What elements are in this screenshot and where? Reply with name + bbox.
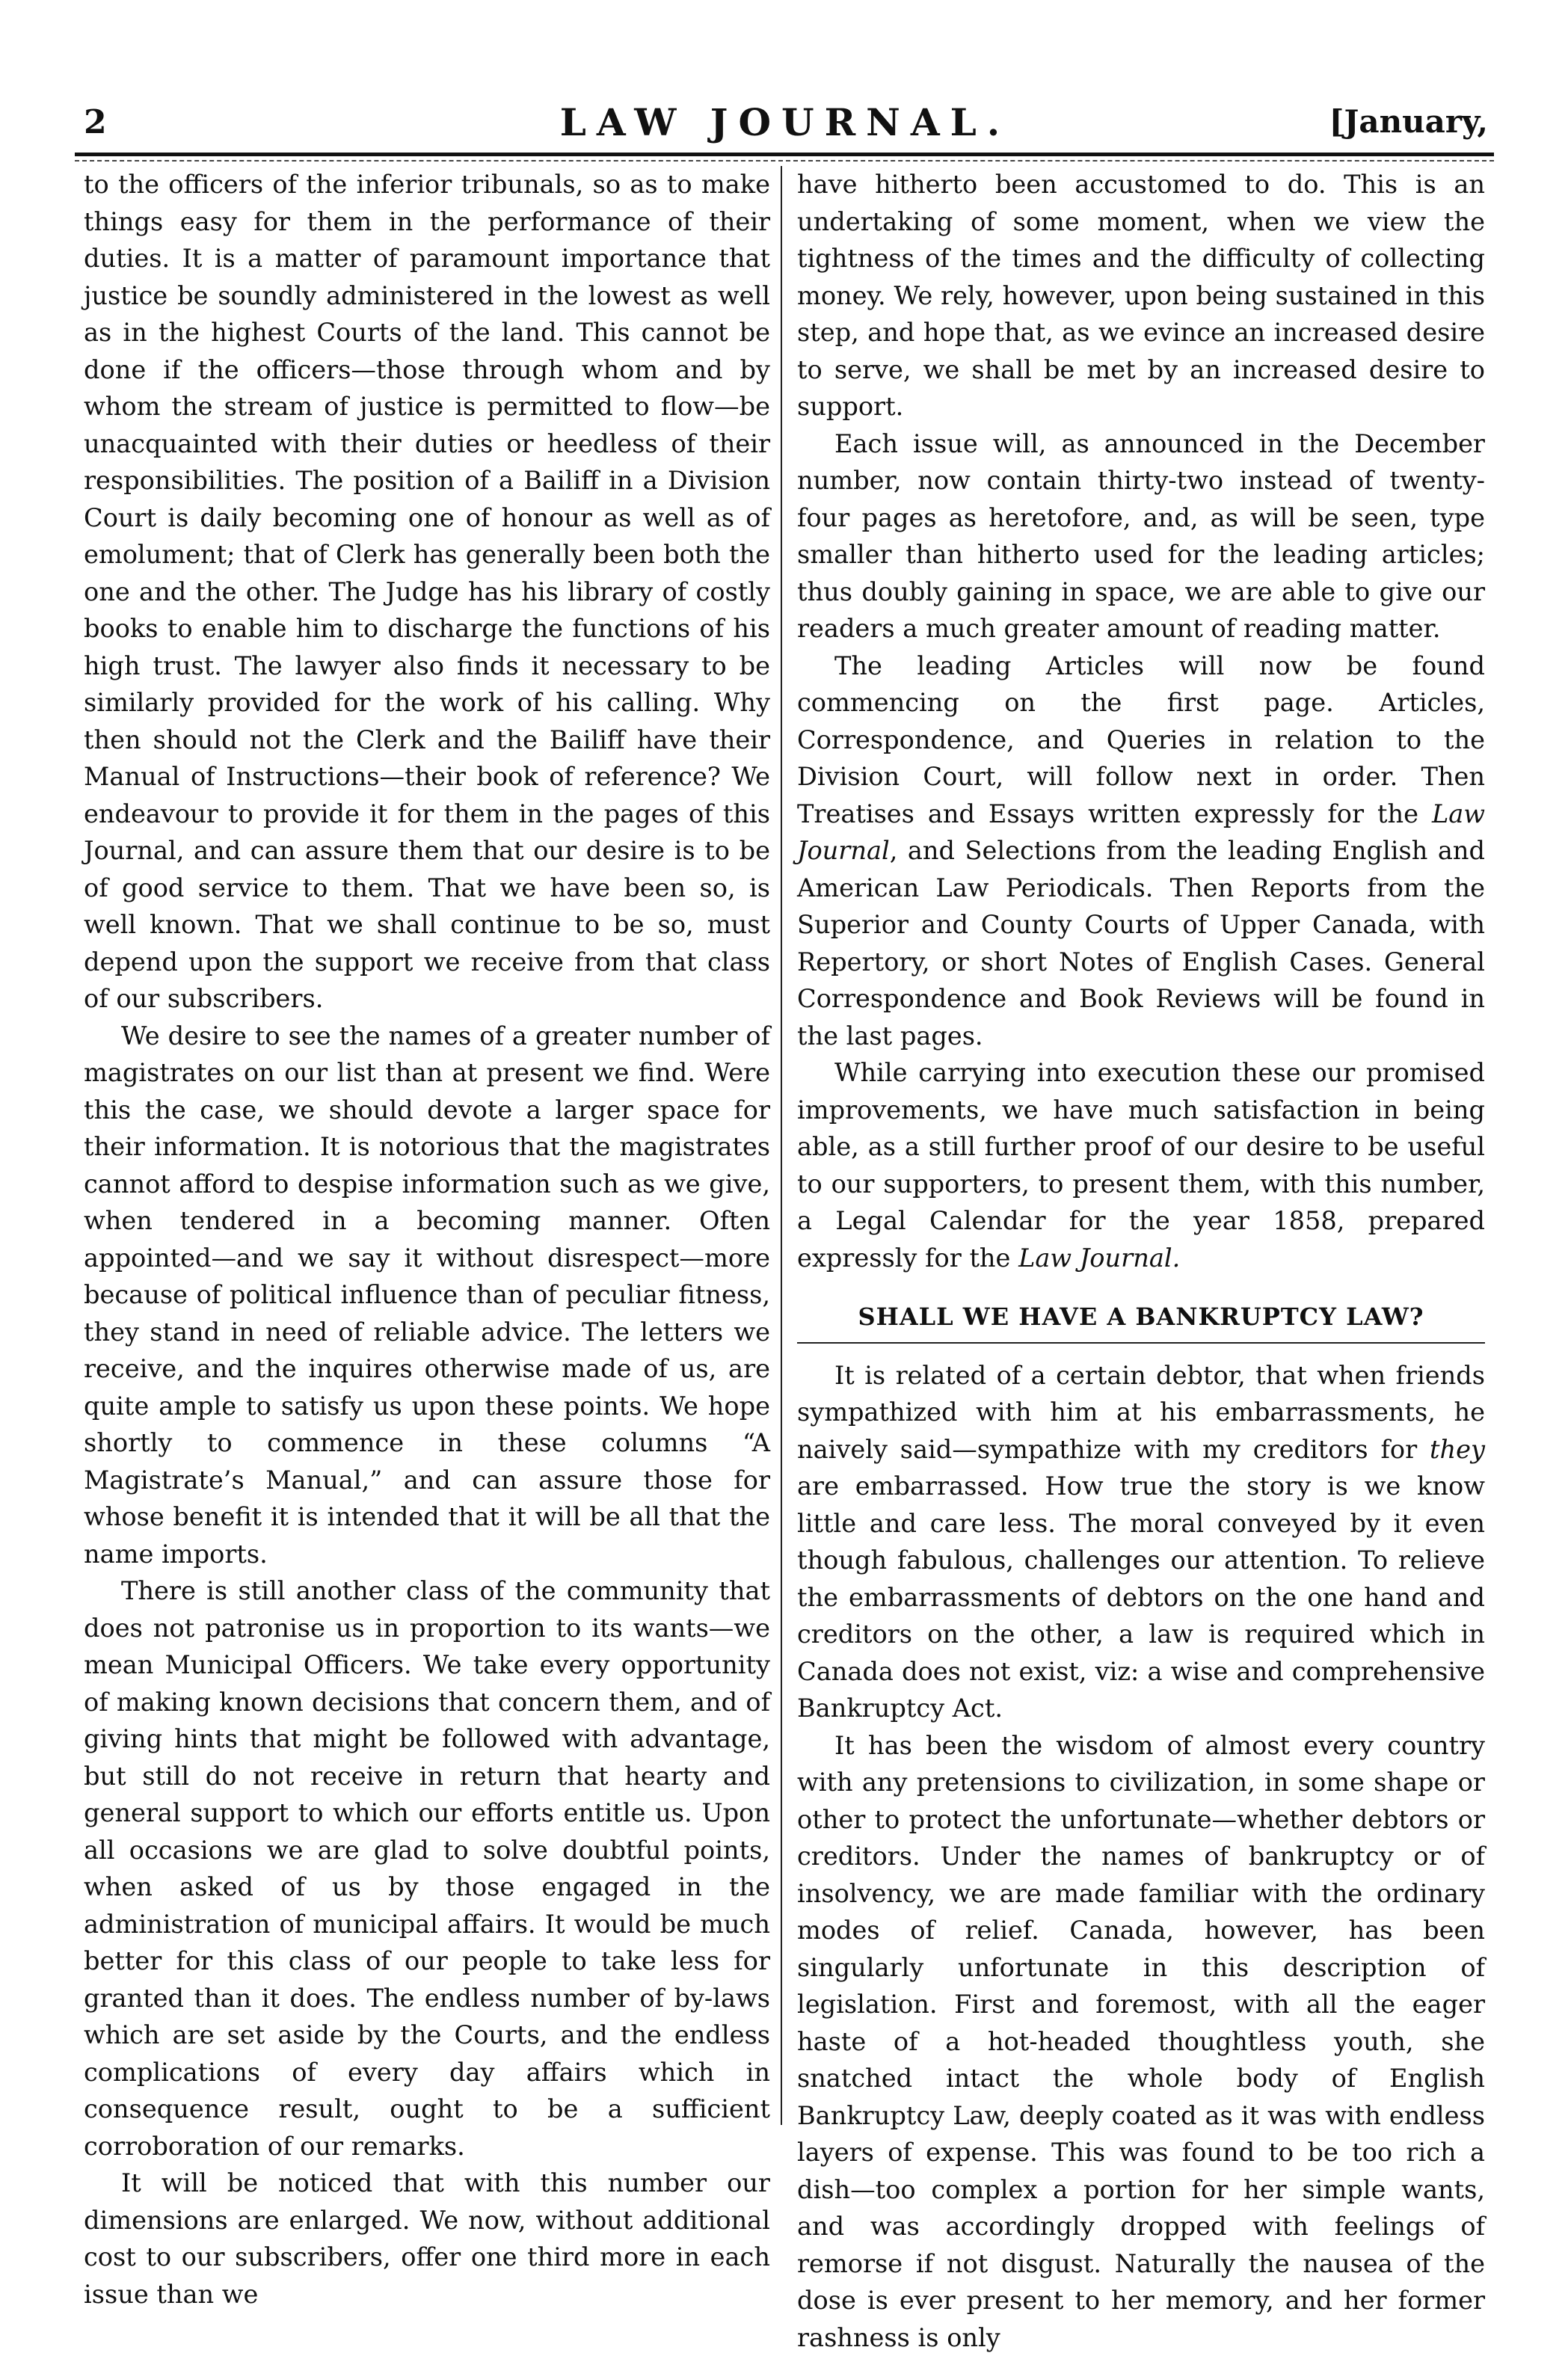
header-rule-dashed xyxy=(75,160,1494,162)
text-run: While carrying into execution these our promised improvements, we have much satisfaction in being able, as a still further proof of our desire to be useful to our supporters, to present them, with this number, a Legal Calendar for the year 1858, prepared expressly for the xyxy=(797,1058,1485,1273)
paragraph: to the officers of the inferior tribunals, so as to make things easy for them in the performance of their duties. It is a matter of paramount importance that justice be soundly administered in the lowest as well as in the highest Courts of the land. This cannot be done if the officers—those through whom and by whom the stream of justice is permitted to flow—be unacquainted with their duties or heedless of their responsibilities. The position of a Bailiff in a Division Court is daily becoming one of honour as well as of emolument; that of Clerk has generally been both the one and the other. The Judge has his library of costly books to enable him to discharge the functions of his high trust. The lawyer also finds it necessary to be similarly provided for the work of his calling. Why then should not the Clerk and the Bailiff have their Manual of Instructions—their book of reference? We endeavour to provide it for them in the pages of this Journal, and can assure them that our desire is to be of good service to them. That we have been so, is well known. That we shall continue to be so, must depend upon the support we receive from that class of our subscribers. xyxy=(84,166,770,1018)
section-rule xyxy=(797,1342,1485,1344)
page-number: 2 xyxy=(84,103,107,141)
paragraph xyxy=(797,648,1485,1055)
text-run: are embarrassed. How true the story is we know little and care less. The moral conveyed by it even though fabulous, challenges our attention. To relieve the embarrassments of debtors on the one hand and creditors on the other, a law is required which in Canada does not exist, viz: a wise and comprehensive Bankruptcy Act. xyxy=(797,1471,1485,1723)
text-run: It is related of a certain debtor, that when friends sympathized with him at his embarrassments, he naively said—sympathize with my creditors for xyxy=(797,1361,1485,1464)
right-column xyxy=(797,166,1485,2356)
paragraph: Each issue will, as announced in the December number, now contain thirty-two instead of twenty-four pages as heretofore, and, as will be seen, type smaller than hitherto used for the leading articles; thus doubly gaining in space, we are able to give our readers a much greater amount of reading matter. xyxy=(797,425,1485,648)
text-run: , and Selections from the leading English and American Law Periodicals. Then Reports from the Superior and County Courts of Upper Canada, with Repertory, or short Notes of English Cases. General Correspondence and Book Reviews will be found in the last pages. xyxy=(797,836,1485,1051)
left-column xyxy=(84,166,770,2313)
paragraph xyxy=(797,1054,1485,1276)
italic-text: Law Journal. xyxy=(1018,1243,1180,1273)
italic-text: Law Journal xyxy=(797,799,1485,866)
paragraph: It will be noticed that with this number our dimensions are enlarged. We now, without additional cost to our subscribers, offer one third more in each issue than we xyxy=(84,2165,770,2313)
section-heading: SHALL WE HAVE A BANKRUPTCY LAW? xyxy=(797,1299,1485,1336)
header-rule xyxy=(75,153,1494,156)
paragraph: There is still another class of the community that does not patronise us in proportion to its wants—we mean Municipal Officers. We take every opportunity of making known decisions that concern them, and of giving hints that might be followed with advantage, but still do not receive in return that hearty and general support to which our efforts entitle us. Upon all occasions we are glad to solve doubtful points, when asked of us by those engaged in the administration of municipal affairs. It would be much better for this class of our people to take less for granted than it does. The endless number of by-laws which are set aside by the Courts, and the endless complications of every day affairs which in consequence result, ought to be a sufficient corroboration of our remarks. xyxy=(84,1572,770,2165)
text-run: The leading Articles will now be found commencing on the first page. Articles, Correspondence, and Queries in relation to the Division Court, will follow next in order. Then Treatises and Essays written expressly for the xyxy=(797,651,1485,828)
paragraph: It has been the wisdom of almost every country with any pretensions to civilization, in some shape or other to protect the unfortunate—whether debtors or creditors. Under the names of bankruptcy or of insolvency, we are made familiar with the ordinary modes of relief. Canada, however, has been singularly unfortunate in this description of legislation. First and foremost, with all the eager haste of a hot-headed thoughtless youth, she snatched intact the whole body of English Bankruptcy Law, deeply coated as it was with endless layers of expense. This was found to be too rich a dish—too complex a portion for her simple wants, and was accordingly dropped with feelings of remorse if not disgust. Naturally the nausea of the dose is ever present to her memory, and her former rashness is only xyxy=(797,1727,1485,2356)
paragraph: We desire to see the names of a greater number of magistrates on our list than at present we find. Were this the case, we should devote a larger space for their information. It is notorious that the magistrates cannot afford to despise information such as we give, when tendered in a becoming manner. Often appointed—and we say it without disrespect—more because of political influence than of peculiar fitness, they stand in need of reliable advice. The letters we receive, and the inquires otherwise made of us, are quite ample to satisfy us upon these points. We hope shortly to commence in these columns “A Magistrate’s Manual,” and can assure those for whose benefit it is intended that it will be all that the name imports. xyxy=(84,1018,770,1573)
column-divider xyxy=(781,166,782,2125)
issue-month: [January, xyxy=(1329,103,1488,140)
journal-title: LAW JOURNAL. xyxy=(75,100,1495,144)
paragraph: have hitherto been accustomed to do. This is an undertaking of some moment, when we view the tightness of the times and the difficulty of collecting money. We rely, however, upon being sustained in this step, and hope that, as we evince an increased desire to serve, we shall be met by an increased desire to support. xyxy=(797,166,1485,425)
page-header xyxy=(75,90,1495,150)
paragraph xyxy=(797,1357,1485,1727)
italic-text: they xyxy=(1430,1435,1485,1464)
